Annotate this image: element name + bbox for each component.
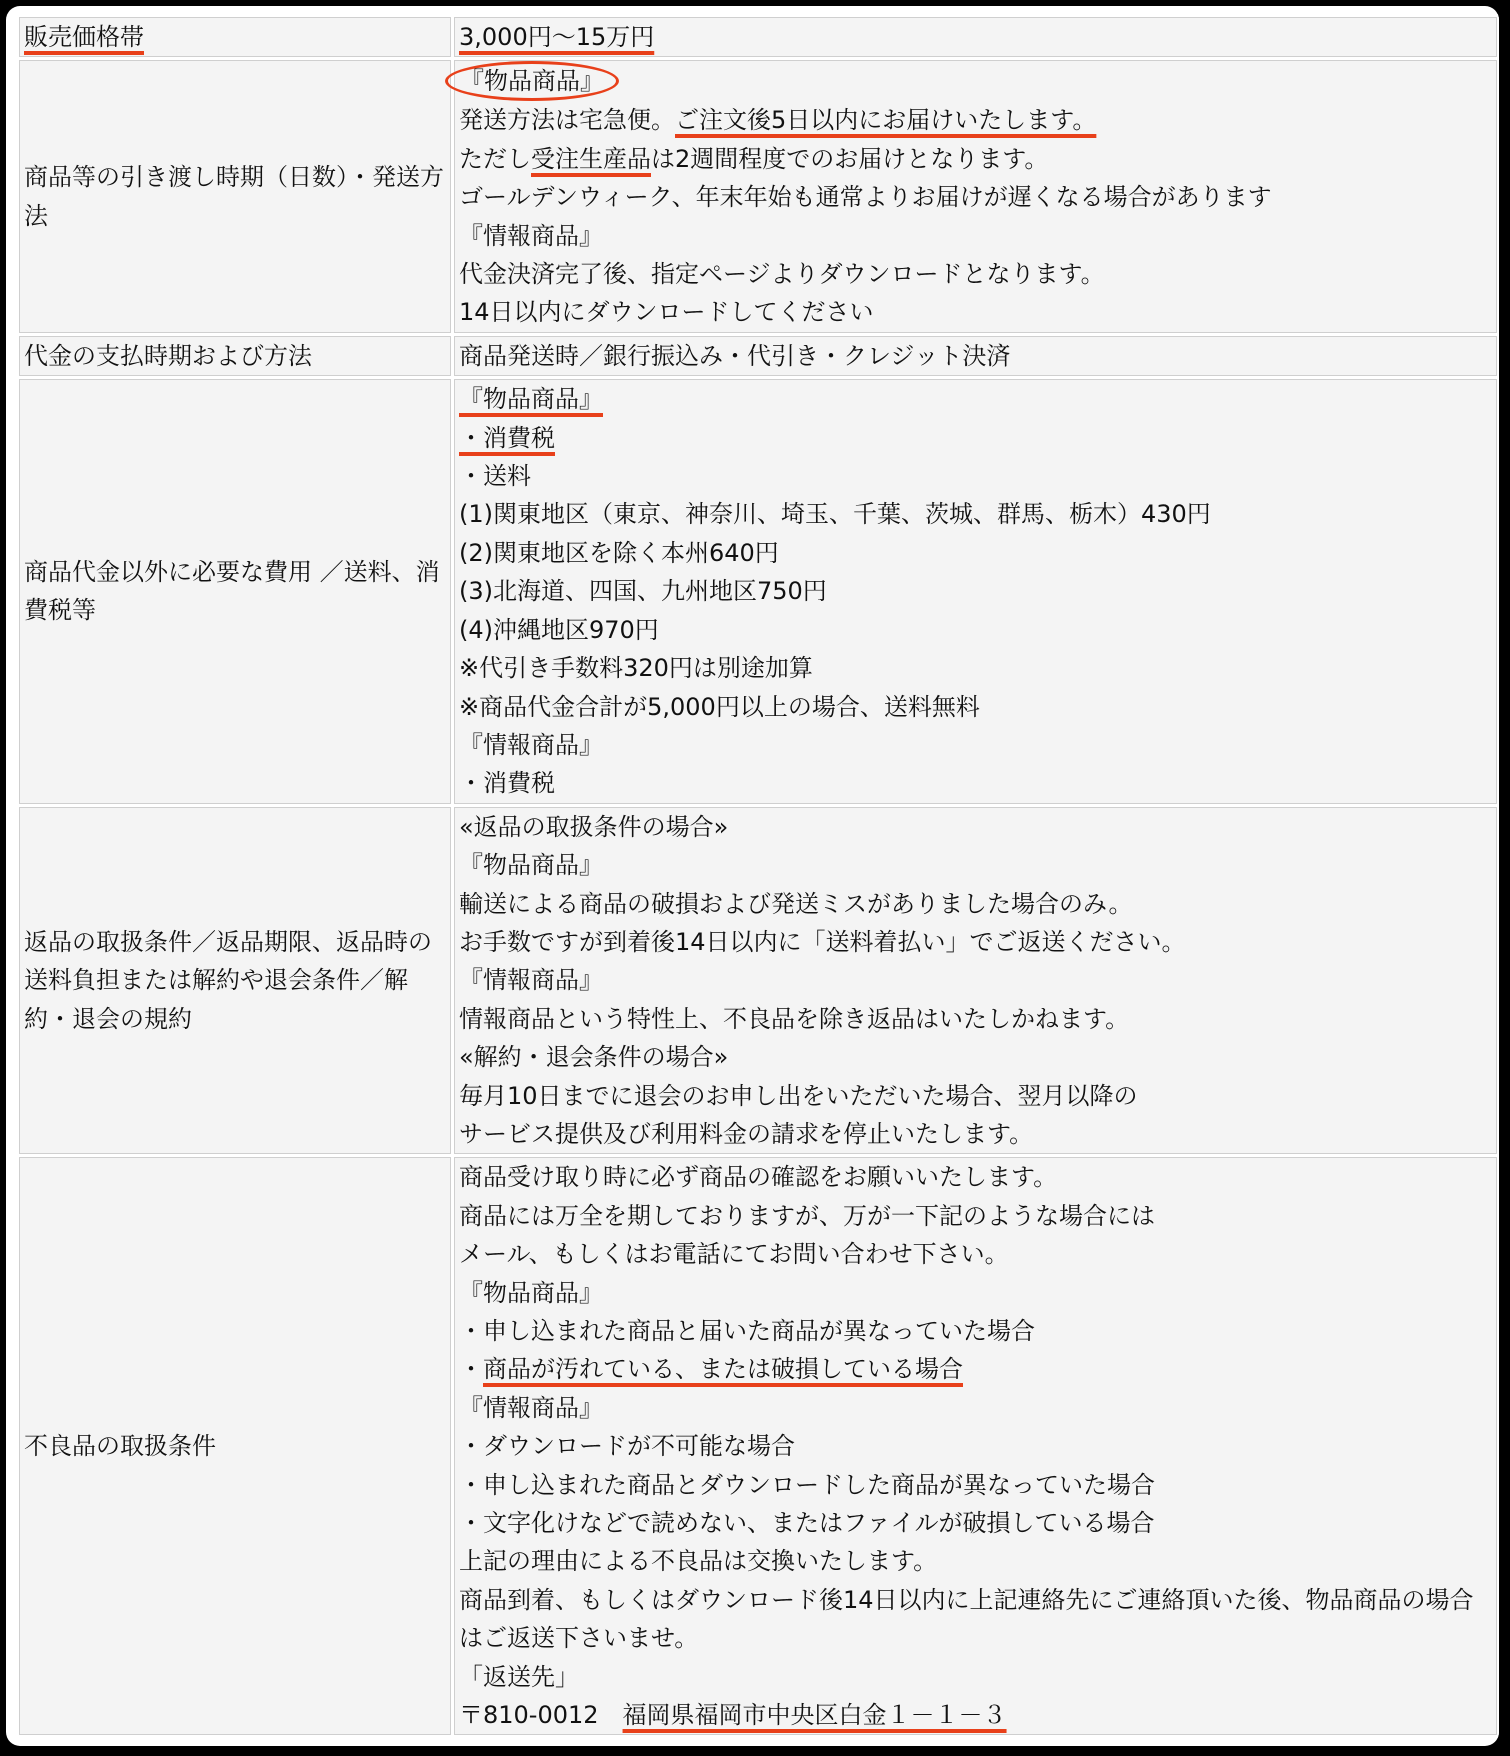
- value-line: [459, 178, 1492, 216]
- underlined-text: ご注文後5日以内にお届けいたします。: [675, 106, 1097, 135]
- value-line: [459, 255, 1492, 293]
- row-value: [454, 17, 1497, 57]
- text-segment: メール、もしくはお電話にてお問い合わせ下さい。: [459, 1240, 1009, 1269]
- circled-text: 『物品商品』: [445, 61, 619, 101]
- text-segment: 『情報商品』: [459, 1393, 603, 1422]
- value-line: [459, 140, 1492, 178]
- text-segment: ・: [459, 1355, 483, 1384]
- table-row: [19, 60, 1497, 332]
- text-segment: (4)沖縄地区970円: [459, 615, 659, 644]
- text-segment: (2)関東地区を除く本州640円: [459, 538, 779, 567]
- value-line: [459, 1427, 1492, 1465]
- value-line: [459, 380, 1492, 418]
- table-row: [19, 336, 1497, 376]
- value-line: [459, 885, 1492, 923]
- row-value: [454, 379, 1497, 803]
- text-segment: お手数ですが到着後14日以内に「送料着払い」でご返送ください。: [459, 927, 1186, 956]
- text-segment: 〒810-0012: [459, 1701, 623, 1730]
- row-label-text: 販売価格帯: [24, 23, 144, 51]
- text-segment: 商品発送時／銀行振込み・代引き・クレジット決済: [459, 341, 1011, 370]
- value-line: [459, 1466, 1492, 1504]
- text-segment: 商品には万全を期しておりますが、万が一下記のような場合には: [459, 1201, 1155, 1230]
- value-line: [459, 923, 1492, 961]
- text-segment: 『物品商品』: [459, 851, 603, 880]
- value-line: [459, 457, 1492, 495]
- text-segment: サービス提供及び利用料金の請求を停止いたします。: [459, 1119, 1034, 1148]
- value-line: [459, 808, 1492, 846]
- value-line: [459, 1077, 1492, 1115]
- value-line: [459, 961, 1492, 999]
- row-label-text: 商品代金以外に必要な費用 ／送料、消費税等: [24, 558, 440, 625]
- value-line: [459, 1350, 1492, 1388]
- text-segment: «返品の取扱条件の場合»: [459, 812, 729, 841]
- value-line: [459, 1312, 1492, 1350]
- underlined-text: 受注生産品: [531, 144, 651, 173]
- value-line: [459, 1389, 1492, 1427]
- text-segment: 代金決済完了後、指定ページよりダウンロードとなります。: [459, 260, 1105, 289]
- underlined-text: ・消費税: [459, 423, 555, 452]
- value-line: [459, 611, 1492, 649]
- text-segment: «解約・退会条件の場合»: [459, 1043, 729, 1072]
- row-label: [19, 60, 451, 332]
- value-line: [459, 534, 1492, 572]
- text-segment: 『物品商品』: [459, 1278, 603, 1307]
- text-segment: 輸送による商品の破損および発送ミスがありました場合のみ。: [459, 889, 1133, 918]
- value-line: [459, 1696, 1492, 1734]
- value-line: [459, 1158, 1492, 1196]
- text-segment: 情報商品という特性上、不良品を除き返品はいたしかねます。: [459, 1004, 1130, 1033]
- value-line: [459, 846, 1492, 884]
- text-segment: 毎月10日までに退会のお申し出をいただいた場合、翌月以降の: [459, 1081, 1138, 1110]
- text-segment: ・消費税: [459, 769, 555, 798]
- value-line: [459, 1235, 1492, 1273]
- text-segment: は2週間程度でのお届けとなります。: [651, 144, 1049, 173]
- table-row: [19, 807, 1497, 1155]
- underlined-text: 福岡県福岡市中央区白金１－１－３: [622, 1701, 1007, 1730]
- text-segment: 『情報商品』: [459, 221, 603, 250]
- text-segment: ・ダウンロードが不可能な場合: [459, 1432, 795, 1461]
- value-line: [459, 1115, 1492, 1153]
- value-line: [459, 572, 1492, 610]
- row-label: [19, 336, 451, 376]
- text-segment: (3)北海道、四国、九州地区750円: [459, 577, 827, 606]
- screenshot-frame: [6, 6, 1499, 1746]
- value-line: [459, 18, 1492, 56]
- text-segment: (1)関東地区（東京、神奈川、埼玉、千葉、茨城、群馬、栃木）430円: [459, 500, 1211, 529]
- text-segment: ただし: [459, 144, 531, 173]
- row-label: [19, 807, 451, 1155]
- commerce-disclosure-table: [16, 14, 1499, 1738]
- table-row: [19, 1157, 1497, 1735]
- row-label: [19, 1157, 451, 1735]
- row-value: [454, 1157, 1497, 1735]
- text-segment: 『情報商品』: [459, 730, 603, 759]
- value-line: [459, 1658, 1492, 1696]
- value-line: [459, 337, 1492, 375]
- underlined-text: 商品が汚れている、または破損している場合: [483, 1355, 963, 1384]
- value-line: [459, 688, 1492, 726]
- text-segment: 発送方法は宅急便。: [459, 106, 675, 135]
- text-segment: ※商品代金合計が5,000円以上の場合、送料無料: [459, 692, 980, 721]
- row-label-text: 返品の取扱条件／返品期限、返品時の送料負担または解約や退会条件／解約・退会の規約: [24, 927, 432, 1033]
- row-value: [454, 60, 1497, 332]
- text-segment: ・送料: [459, 462, 531, 491]
- row-label: [19, 17, 451, 57]
- text-segment: 『情報商品』: [459, 966, 603, 995]
- value-line: [459, 726, 1492, 764]
- text-segment: 「返送先」: [459, 1662, 579, 1691]
- value-line: [459, 293, 1492, 331]
- text-segment: ・文字化けなどで読めない、またはファイルが破損している場合: [459, 1509, 1155, 1538]
- text-segment: ゴールデンウィーク、年末年始も通常よりお届けが遅くなる場合があります: [459, 183, 1272, 212]
- row-label-text: 代金の支払時期および方法: [24, 341, 312, 370]
- text-segment: 14日以内にダウンロードしてください: [459, 298, 874, 327]
- text-segment: ※代引き手数料320円は別途加算: [459, 654, 813, 683]
- underlined-text: 3,000円〜15万円: [459, 23, 655, 51]
- value-line: [459, 1000, 1492, 1038]
- value-line: [459, 217, 1492, 255]
- value-line: [459, 649, 1492, 687]
- table-row: [19, 17, 1497, 57]
- value-line: [459, 101, 1492, 139]
- text-segment: 商品到着、もしくはダウンロード後14日以内に上記連絡先にご連絡頂いた後、物品商品の場合はご返送下さいませ。: [459, 1585, 1474, 1653]
- value-line: [459, 1504, 1492, 1542]
- value-line: [459, 1274, 1492, 1312]
- row-label-text: 商品等の引き渡し時期（日数）・発送方法: [24, 163, 444, 230]
- text-segment: 商品受け取り時に必ず商品の確認をお願いいたします。: [459, 1163, 1058, 1192]
- value-line: [459, 764, 1492, 802]
- text-segment: ・申し込まれた商品とダウンロードした商品が異なっていた場合: [459, 1470, 1155, 1499]
- value-line: [459, 419, 1492, 457]
- value-line: [459, 495, 1492, 533]
- text-segment: 上記の理由による不良品は交換いたします。: [459, 1547, 938, 1576]
- value-line: [459, 1542, 1492, 1580]
- value-line: [459, 1197, 1492, 1235]
- row-label-text: 不良品の取扱条件: [24, 1432, 216, 1461]
- row-value: [454, 336, 1497, 376]
- row-value: [454, 807, 1497, 1155]
- value-line: [459, 61, 1492, 101]
- row-label: [19, 379, 451, 803]
- value-line: [459, 1038, 1492, 1076]
- text-segment: ・申し込まれた商品と届いた商品が異なっていた場合: [459, 1317, 1035, 1345]
- underlined-text: 『物品商品』: [459, 385, 603, 414]
- value-line: [459, 1581, 1492, 1658]
- table-row: [19, 379, 1497, 803]
